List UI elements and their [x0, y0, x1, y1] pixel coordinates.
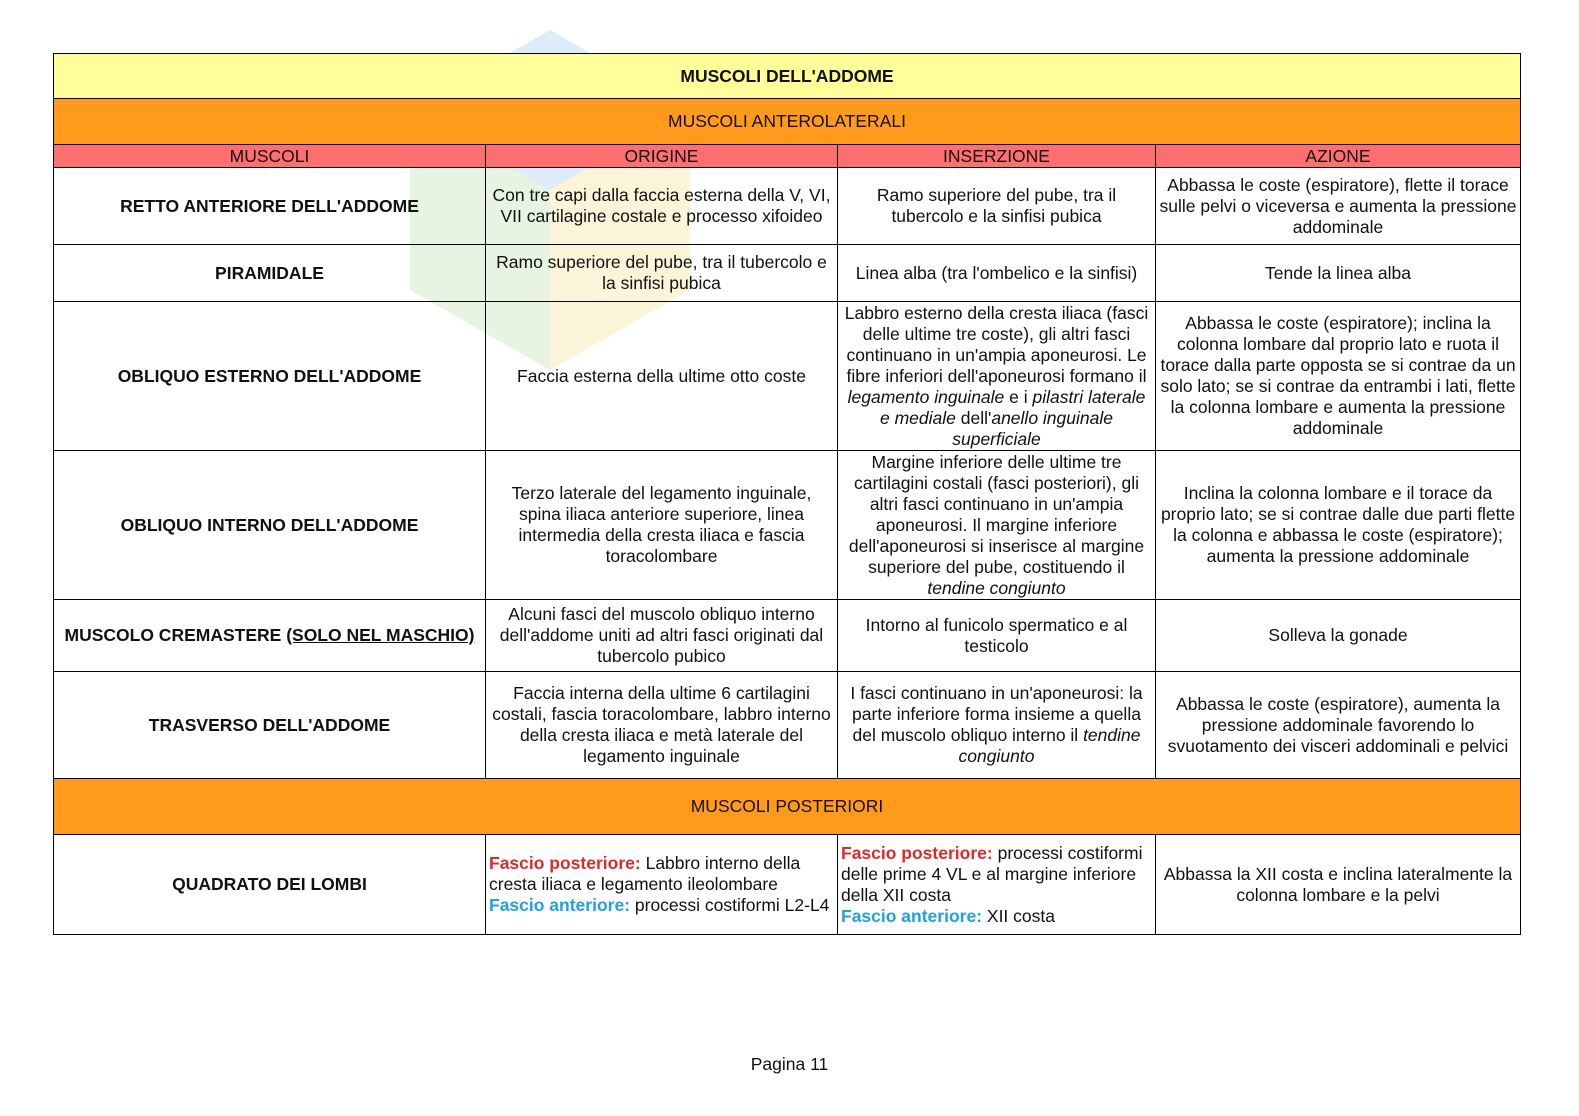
muscle-name: QUADRATO DEI LOMBI [54, 835, 486, 935]
action-cell: Inclina la colonna lombare e il torace da proprio lato; se si contrae dalle due parti flette la colonna e abbassa le coste (espiratore); aumenta la pressione addominale [1156, 451, 1521, 600]
action-cell: Solleva la gonade [1156, 600, 1521, 672]
table-row [54, 451, 1521, 600]
section-row-posterior [54, 779, 1521, 835]
term-tendine-congiunto: tendine congiunto [958, 725, 1141, 766]
origin-cell: Faccia interna della ultime 6 cartilagini costali, fascia toracolombare, labbro interno della cresta iliaca e metà laterale del legamento inguinale [486, 672, 838, 779]
origin-cell: Faccia esterna della ultime otto coste [486, 302, 838, 451]
table-row [54, 835, 1521, 935]
term-tendine-congiunto: tendine congiunto [927, 577, 1066, 598]
insertion-posterior-text: processi costiformi delle prime 4 VL e al margine inferiore della XII costa [841, 842, 1143, 905]
muscles-table [53, 53, 1521, 935]
origin-anterior-text: processi costiformi L2-L4 [630, 895, 830, 915]
insertion-cell [838, 451, 1156, 600]
action-cell: Abbassa le coste (espiratore); inclina la colonna lombare dal proprio lato e ruota il torace dalla parte opposta se si contrae da un solo lato; se si contrae da entrambi i lati, flette la colonna lombare e aumenta la pressione addominale [1156, 302, 1521, 451]
anterior-label: Fascio anteriore: [489, 895, 631, 915]
header-muscoli: MUSCOLI [54, 145, 486, 168]
header-row [54, 145, 1521, 168]
insertion-anterior-text: XII costa [982, 905, 1055, 926]
action-cell: Abbassa le coste (espiratore), flette il torace sulle pelvi o viceversa e aumenta la pressione addominale [1156, 168, 1521, 245]
header-azione: AZIONE [1156, 145, 1521, 168]
muscle-name: OBLIQUO ESTERNO DELL'ADDOME [54, 302, 486, 451]
table-row [54, 672, 1521, 779]
term-pilastri: pilastri laterale e mediale [880, 386, 1146, 428]
action-cell: Tende la linea alba [1156, 245, 1521, 302]
origin-cell: Alcuni fasci del muscolo obliquo interno dell'addome uniti ad altri fasci originati dal tubercolo pubico [486, 600, 838, 672]
muscle-name: RETTO ANTERIORE DELL'ADDOME [54, 168, 486, 245]
header-origine: ORIGINE [486, 145, 838, 168]
section-posterior: MUSCOLI POSTERIORI [54, 779, 1521, 835]
insertion-text: I fasci continuano in un'aponeurosi: la parte inferiore forma insieme a quella del muscolo obliquo interno il [850, 683, 1143, 745]
origin-cell: Terzo laterale del legamento inguinale, spina iliaca anteriore superiore, linea intermedia della cresta iliaca e fascia toracolombare [486, 451, 838, 600]
action-cell: Abbassa la XII costa e inclina lateralmente la colonna lombare e la pelvi [1156, 835, 1521, 935]
table-title: MUSCOLI DELL'ADDOME [54, 54, 1521, 99]
muscle-note: (SOLO NEL MASCHIO) [286, 625, 475, 645]
anterior-label: Fascio anteriore: [841, 905, 983, 926]
insertion-cell: Ramo superiore del pube, tra il tubercolo e la sinfisi pubica [838, 168, 1156, 245]
section-anterolateral: MUSCOLI ANTEROLATERALI [54, 99, 1521, 145]
muscle-name-text: MUSCOLO CREMASTERE [64, 625, 287, 645]
insertion-cell [838, 672, 1156, 779]
muscle-name: TRASVERSO DELL'ADDOME [54, 672, 486, 779]
insertion-cell: Linea alba (tra l'ombelico e la sinfisi) [838, 245, 1156, 302]
insertion-text: dell' [955, 407, 992, 428]
table-row [54, 600, 1521, 672]
table-row [54, 168, 1521, 245]
insertion-cell: Intorno al funicolo spermatico e al testicolo [838, 600, 1156, 672]
action-cell: Abbassa le coste (espiratore), aumenta la pressione addominale favorendo lo svuotamento dei visceri addominali e pelvici [1156, 672, 1521, 779]
insertion-text: e i [1004, 386, 1033, 407]
insertion-text: Margine inferiore delle ultime tre cartilagini costali (fasci posteriori), gli altri fasci continuano in un'ampia aponeurosi. Il margine inferiore dell'aponeurosi si inserisce al margine superiore del pube, costituendo il [848, 451, 1145, 577]
posterior-label: Fascio posteriore: [489, 853, 641, 873]
posterior-label: Fascio posteriore: [841, 842, 993, 863]
origin-posterior-text: Labbro interno della cresta iliaca e legamento ileolombare [489, 853, 801, 894]
table-row [54, 302, 1521, 451]
insertion-cell [838, 302, 1156, 451]
insertion-cell [838, 835, 1156, 935]
origin-cell: Con tre capi dalla faccia esterna della V, VI, VII cartilagine costale e processo xifoideo [486, 168, 838, 245]
term-anello-inguinale: anello inguinale superficiale [952, 407, 1113, 449]
section-row-anterolateral [54, 99, 1521, 145]
insertion-text: Labbro esterno della cresta iliaca (fasci delle ultime tre coste), gli altri fasci continuano in un'ampia aponeurosi. Le fibre inferiori dell'aponeurosi formano il [844, 302, 1149, 386]
header-inserzione: INSERZIONE [838, 145, 1156, 168]
muscle-name: OBLIQUO INTERNO DELL'ADDOME [54, 451, 486, 600]
origin-cell [486, 835, 838, 935]
origin-cell: Ramo superiore del pube, tra il tubercolo e la sinfisi pubica [486, 245, 838, 302]
table-row [54, 245, 1521, 302]
muscle-name [54, 600, 486, 672]
term-legamento-inguinale: legamento inguinale [847, 386, 1005, 407]
page-number: Pagina 11 [750, 1054, 829, 1074]
muscle-name: PIRAMIDALE [54, 245, 486, 302]
title-row [54, 54, 1521, 99]
